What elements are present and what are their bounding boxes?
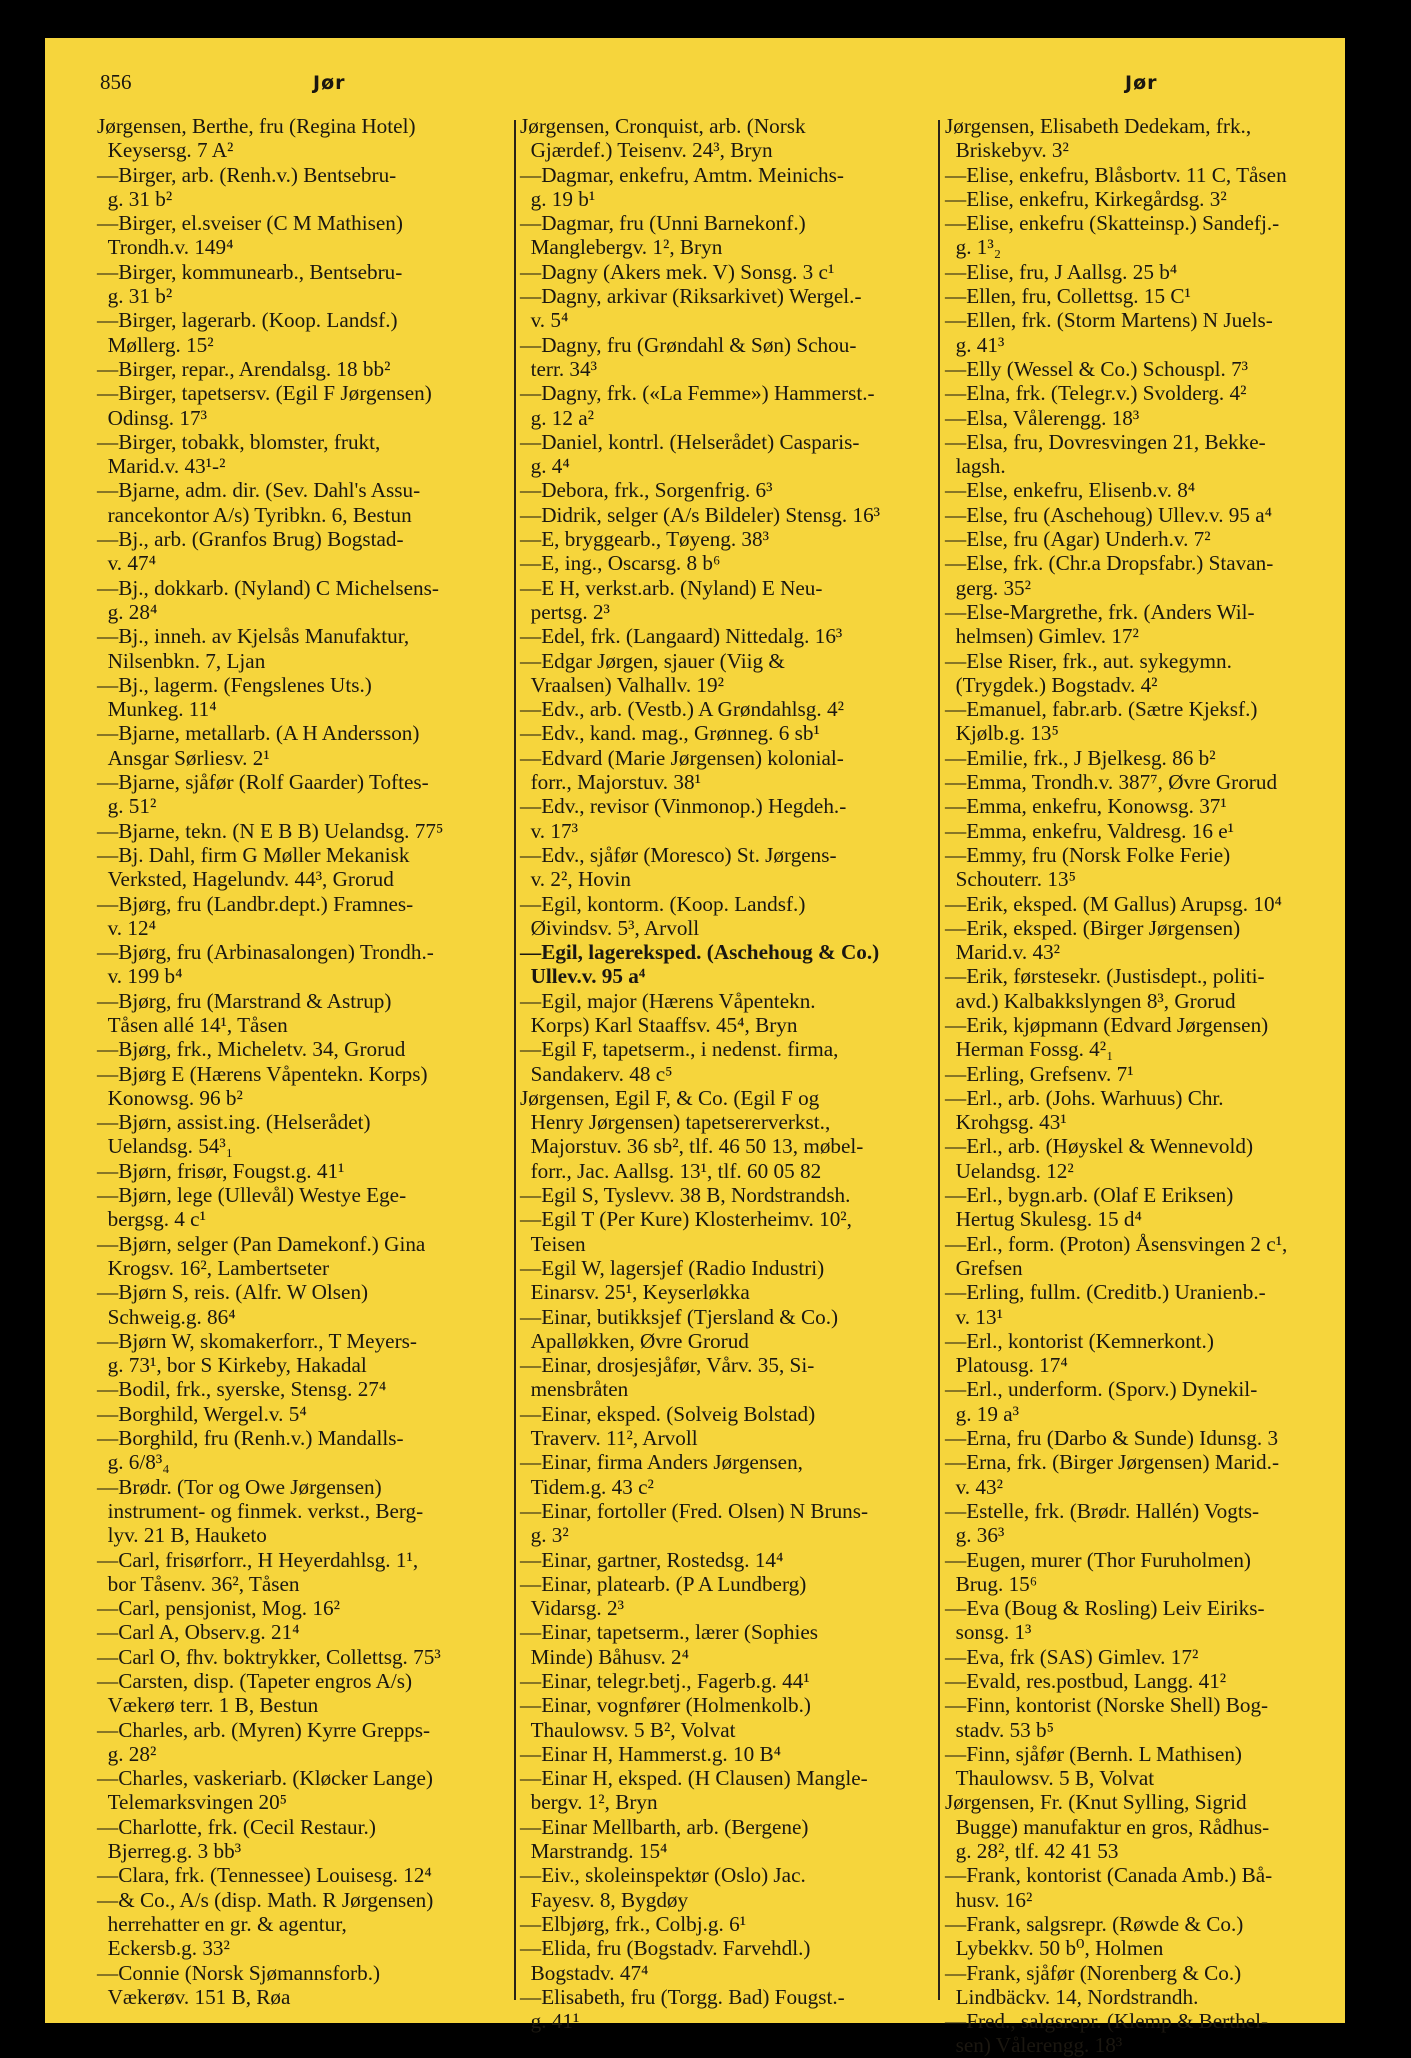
directory-entry: —Dagny (Akers mek. V) Sonsg. 3 c¹	[520, 259, 835, 284]
directory-entry: —Einar, firma Anders Jørgensen, Tidem.g. 43 c²	[520, 1450, 803, 1499]
directory-entry: —Elbjørg, frk., Colbj.g. 6¹	[520, 1911, 747, 1936]
directory-entry: —Frank, sjåfør (Norenberg & Co.) Lindbäckv. 14, Nordstrandh.	[945, 1960, 1242, 2009]
directory-entry: —Borghild, Wergel.v. 5⁴	[97, 1401, 307, 1426]
directory-entry: —Else, enkefru, Elisenb.v. 8⁴	[945, 478, 1196, 503]
directory-entry: —Bj. Dahl, firm G Møller Mekanisk Verksted, Hagelundv. 44³, Grorud	[97, 842, 410, 892]
directory-entry: —Emma, enkefru, Konowsg. 37¹	[945, 794, 1227, 819]
directory-entry: Jørgensen, Berthe, fru (Regina Hotel) Keysersg. 7 A²	[97, 114, 416, 163]
page-number: 856	[100, 70, 132, 94]
directory-entry: —Frank, kontorist (Canada Amb.) Bå- husv. 16²	[945, 1863, 1273, 1912]
directory-entry: —Else, fru (Agar) Underh.v. 7²	[945, 527, 1211, 552]
directory-entry: —& Co., A/s (disp. Math. R Jørgensen) herrehatter en gr. & agentur, Eckersb.g. 33²	[97, 1887, 434, 1961]
directory-entry: —Egil, major (Hærens Våpentekn. Korps) Karl Staaffsv. 45⁴, Bryn	[520, 988, 816, 1037]
directory-entry: —Erl., form. (Proton) Åsensvingen 2 c¹, Grefsen	[945, 1231, 1288, 1280]
directory-entry: —Bjørn, assist.ing. (Helserådet) Uelandsg. 54³₁	[97, 1110, 371, 1159]
directory-entry: —Frank, salgsrepr. (Røwde & Co.) Lybekkv. 50 b⁰, Holmen	[945, 1911, 1244, 1961]
directory-entry: —Elly (Wessel & Co.) Schouspl. 7³	[945, 356, 1249, 381]
directory-entry: —Einar, butikksjef (Tjersland & Co.) Apalløkken, Øvre Grorud	[520, 1304, 839, 1353]
directory-entry: —Elsa, fru, Dovresvingen 21, Bekke- lagsh.	[945, 429, 1266, 479]
directory-entry: —Fred., salgsrepr. (Klemp & Berthel- sen) Vålerengg. 18³	[945, 2009, 1269, 2058]
directory-entry: —Evald, res.postbud, Langg. 41²	[945, 1669, 1227, 1693]
directory-entry: —Egil S, Tyslevv. 38 B, Nordstrandsh.	[520, 1183, 851, 1208]
directory-entry: Jørgensen, Egil F, & Co. (Egil F og Henry Jørgensen) tapetsererverkst., Majorstuv. 36 sb², tlf. 46 50 13, møbel- forr., Jac. Aallsg. 13¹, tlf. 60 05 82	[520, 1085, 864, 1183]
directory-entry: —Elna, frk. (Telegr.v.) Svolderg. 4²	[945, 381, 1247, 406]
directory-entry: —Erl., kontorist (Kemnerkont.) Platousg. 17⁴	[945, 1328, 1214, 1378]
directory-entry: —Finn, sjåfør (Bernh. L Mathisen) Thaulowsv. 5 B, Volvat	[945, 1741, 1242, 1791]
directory-entry: —Daniel, kontrl. (Helserådet) Casparis- g. 4⁴	[520, 429, 860, 479]
directory-entry: —Edel, frk. (Langaard) Nittedalg. 16³	[520, 624, 843, 649]
directory-entry: —Bjarne, adm. dir. (Sev. Dahl's Assu- rancekontor A/s) Tyribkn. 6, Bestun	[97, 478, 421, 527]
directory-entry: —Dagmar, fru (Unni Barnekonf.) Manglebergv. 1², Bryn	[520, 211, 806, 260]
directory-entry: —Carl, frisørforr., H Heyerdahlsg. 1¹, bor Tåsenv. 36², Tåsen	[97, 1547, 419, 1596]
directory-entry: Jørgensen, Fr. (Knut Sylling, Sigrid Bugge) manufaktur en gros, Rådhus- g. 28², tlf. 42 41 53	[945, 1790, 1270, 1864]
directory-entry: —Eiv., skoleinspektør (Oslo) Jac. Fayesv. 8, Bygdøy	[520, 1863, 806, 1912]
directory-entry: —Birger, tapetsersv. (Egil F Jørgensen) Odinsg. 17³	[97, 381, 432, 430]
directory-entry: —Emma, Trondh.v. 387⁷, Øvre Grorud	[945, 770, 1278, 795]
directory-entry: —Elise, fru, J Aallsg. 25 b⁴	[945, 259, 1178, 284]
directory-entry: —Bj., dokkarb. (Nyland) C Michelsens- g. 28⁴	[97, 575, 439, 624]
directory-entry: —Bjørn, lege (Ullevål) Westye Ege- bergsg. 4 c¹	[97, 1183, 407, 1232]
directory-entry: —Birger, arb. (Renh.v.) Bentsebru- g. 31 b²	[97, 162, 397, 211]
directory-entry: —Einar, telegr.betj., Fagerb.g. 44¹	[520, 1669, 810, 1693]
directory-entry: —Else-Margrethe, frk. (Anders Wil- helmsen) Gimlev. 17²	[945, 599, 1255, 649]
directory-entry: —Elisabeth, fru (Torgg. Bad) Fougst.- g. 41¹	[520, 1984, 845, 2034]
directory-entry: —Elise, enkefru, Kirkegårdsg. 3²	[945, 186, 1227, 211]
directory-entry: —Emma, enkefru, Valdresg. 16 e¹	[945, 818, 1234, 843]
directory-entry: —Einar H, Hammerst.g. 10 B⁴	[520, 1741, 782, 1766]
directory-entry: —Egil T (Per Kure) Klosterheimv. 10², Teisen	[520, 1207, 852, 1256]
directory-entry: —Estelle, frk. (Brødr. Hallén) Vogts- g. 36³	[945, 1498, 1260, 1548]
directory-entry: —Egil W, lagersjef (Radio Industri) Einarsv. 25¹, Keyserløkka	[520, 1255, 825, 1305]
directory-entry: —E, bryggearb., Tøyeng. 38³	[520, 527, 769, 552]
directory-entry: —Birger, tobakk, blomster, frukt, Marid.v. 43¹-²	[97, 429, 381, 479]
directory-entry: —Else, frk. (Chr.a Dropsfabr.) Stavan- gerg. 35²	[945, 551, 1274, 600]
directory-entry: —Carl O, fhv. boktrykker, Collettsg. 75³	[97, 1644, 441, 1669]
directory-entry: —Birger, kommunearb., Bentsebru- g. 31 b²	[97, 259, 403, 309]
directory-entry: —Bodil, frk., syerske, Stensg. 27⁴	[97, 1377, 387, 1402]
directory-entry: —E H, verkst.arb. (Nyland) E Neu- pertsg. 2³	[520, 575, 823, 624]
directory-entry: —Finn, kontorist (Norske Shell) Bog- stadv. 53 b⁵	[945, 1693, 1269, 1742]
directory-entry: —Birger, repar., Arendalsg. 18 bb²	[97, 356, 391, 381]
directory-entry: —Bjørg, fru (Landbr.dept.) Framnes- v. 12⁴	[97, 891, 414, 940]
directory-entry: —Carsten, disp. (Tapeter engros A/s) Vækerø terr. 1 B, Bestun	[97, 1669, 413, 1718]
directory-entry: —Eva, frk (SAS) Gimlev. 17²	[945, 1644, 1199, 1669]
directory-entry: —Bjørn S, reis. (Alfr. W Olsen) Schweig.g. 86⁴	[97, 1280, 369, 1329]
directory-entry: —Edv., arb. (Vestb.) A Grøndahlsg. 4²	[520, 697, 844, 722]
directory-entry: —Ellen, frk. (Storm Martens) N Juels- g. 41³	[945, 308, 1273, 357]
directory-entry: —Carl, pensjonist, Mog. 16²	[97, 1596, 340, 1621]
column-divider	[514, 120, 516, 2000]
directory-entry: —Else, fru (Aschehoug) Ullev.v. 95 a⁴	[945, 502, 1273, 527]
directory-entry: —Einar, gartner, Rostedsg. 14⁴	[520, 1547, 784, 1572]
directory-entry: —Egil, kontorm. (Koop. Landsf.) Øivindsv. 5³, Arvoll	[520, 891, 806, 940]
directory-entry: —Einar, tapetserm., lærer (Sophies Minde) Båhusv. 2⁴	[520, 1620, 819, 1669]
directory-entry: —Dagny, fru (Grøndahl & Søn) Schou- terr. 34³	[520, 332, 857, 381]
directory-entry: —Erling, Grefsenv. 7¹	[945, 1061, 1134, 1086]
column-divider	[938, 120, 940, 2000]
directory-entry: —Edgar Jørgen, sjauer (Viig & Vraalsen) Valhallv. 19²	[520, 648, 785, 697]
running-header-left: Jør	[313, 72, 346, 94]
directory-entry: —Egil, lagereksped. (Aschehoug & Co.) Ullev.v. 95 a⁴	[520, 940, 880, 989]
directory-entry: —Einar, eksped. (Solveig Bolstad) Traverv. 11², Arvoll	[520, 1401, 816, 1451]
directory-entry: —Einar Mellbarth, arb. (Bergene) Marstrandg. 15⁴	[520, 1814, 809, 1864]
directory-entry: —Debora, frk., Sorgenfrig. 6³	[520, 478, 773, 503]
directory-page	[45, 38, 1345, 2058]
directory-entry: —Elise, enkefru, Blåsbortv. 11 C, Tåsen	[945, 162, 1287, 187]
directory-entry: —Einar, drosjesjåfør, Vårv. 35, Si- mensbråten	[520, 1353, 815, 1402]
directory-entry: —Bjarne, sjåfør (Rolf Gaarder) Toftes- g. 51²	[97, 770, 429, 819]
directory-entry: —Emmy, fru (Norsk Folke Ferie) Schouterr. 13⁵	[945, 842, 1231, 892]
directory-entry: —Erik, eksped. (Birger Jørgensen) Marid.v. 43²	[945, 915, 1241, 965]
directory-entry: —Brødr. (Tor og Owe Jørgensen) instrument- og finmek. verkst., Berg- lyv. 21 B, Hauketo	[97, 1474, 424, 1548]
directory-entry: —Bjørn, selger (Pan Damekonf.) Gina Krogsv. 16², Lambertseter	[97, 1231, 426, 1280]
directory-entry: —Bjørn, frisør, Fougst.g. 41¹	[97, 1158, 345, 1183]
directory-entry: —Bjarne, tekn. (N E B B) Uelandsg. 77⁵	[97, 818, 444, 843]
directory-column-2	[520, 114, 930, 2034]
directory-entry: —Eva (Boug & Rosling) Leiv Eiriks- sonsg. 1³	[945, 1596, 1265, 1645]
directory-entry: —Einar H, eksped. (H Clausen) Mangle- bergv. 1², Bryn	[520, 1766, 868, 1815]
directory-entry: —Erna, frk. (Birger Jørgensen) Marid.- v. 43²	[945, 1450, 1280, 1499]
directory-entry: —Dagmar, enkefru, Amtm. Meinichs- g. 19 b¹	[520, 162, 844, 211]
directory-entry: —Bjørg, fru (Marstrand & Astrup) Tåsen allé 14¹, Tåsen	[97, 988, 392, 1037]
directory-entry: —Clara, frk. (Tennessee) Louisesg. 12⁴	[97, 1863, 432, 1888]
directory-entry: —Einar, fortoller (Fred. Olsen) N Bruns- g. 3²	[520, 1498, 869, 1548]
directory-entry: —Bjarne, metallarb. (A H Andersson) Ansgar Sørliesv. 2¹	[97, 721, 420, 770]
directory-entry: —Erik, eksped. (M Gallus) Arupsg. 10⁴	[945, 891, 1282, 916]
directory-entry: —Didrik, selger (A/s Bildeler) Stensg. 16³	[520, 502, 881, 527]
directory-entry: —Charlotte, frk. (Cecil Restaur.) Bjerreg.g. 3 bb³	[97, 1814, 376, 1864]
directory-entry: —Carl A, Observ.g. 21⁴	[97, 1620, 300, 1645]
directory-entry: —Bj., inneh. av Kjelsås Manufaktur, Nilsenbkn. 7, Ljan	[97, 624, 410, 673]
directory-entry: —Birger, lagerarb. (Koop. Landsf.) Møllerg. 15²	[97, 308, 398, 357]
directory-entry: —Erik, kjøpmann (Edvard Jørgensen) Herman Fossg. 4²₁	[945, 1012, 1269, 1062]
directory-entry: —Emilie, frk., J Bjelkesg. 86 b²	[945, 745, 1216, 770]
directory-entry: —Bjørg, fru (Arbinasalongen) Trondh.- v. 199 b⁴	[97, 940, 434, 989]
directory-entry: —Edvard (Marie Jørgensen) kolonial- forr., Majorstuv. 38¹	[520, 745, 844, 795]
directory-entry: —Charles, arb. (Myren) Kyrre Grepps- g. 28²	[97, 1717, 430, 1766]
directory-entry: —Emanuel, fabr.arb. (Sætre Kjeksf.) Kjølb.g. 13⁵	[945, 697, 1258, 746]
directory-entry: —Dagny, frk. («La Femme») Hammerst.- g. 12 a²	[520, 381, 875, 430]
directory-entry: —Edv., sjåfør (Moresco) St. Jørgens- v. 2², Hovin	[520, 842, 837, 892]
directory-entry: —E, ing., Oscarsg. 8 b⁶	[520, 551, 721, 576]
directory-entry: —Edv., revisor (Vinmonop.) Hegdeh.- v. 17³	[520, 794, 847, 843]
directory-entry: —Einar, vognfører (Holmenkolb.) Thaulowsv. 5 B², Volvat	[520, 1693, 811, 1742]
directory-entry: —Bj., lagerm. (Fengslenes Uts.) Munkeg. 11⁴	[97, 672, 372, 722]
directory-entry: —Eugen, murer (Thor Furuholmen) Brug. 15⁶	[945, 1547, 1251, 1596]
directory-entry: —Ellen, fru, Collettsg. 15 C¹	[945, 284, 1191, 309]
directory-entry: Jørgensen, Elisabeth Dedekam, frk., Briskebyv. 3²	[945, 114, 1252, 163]
directory-entry: —Else Riser, frk., aut. sykegymn. (Trygdek.) Bogstadv. 4²	[945, 648, 1232, 697]
directory-entry: —Charles, vaskeriarb. (Kløcker Lange) Telemarksvingen 20⁵	[97, 1766, 433, 1815]
directory-entry: —Connie (Norsk Sjømannsforb.) Vækerøv. 151 B, Røa	[97, 1960, 381, 2009]
directory-entry: —Bj., arb. (Granfos Brug) Bogstad- v. 47⁴	[97, 527, 404, 576]
directory-entry: Jørgensen, Cronquist, arb. (Norsk Gjærdef.) Teisenv. 24³, Bryn	[520, 114, 806, 163]
directory-entry: —Bjørn W, skomakerforr., T Meyers- g. 73¹, bor S Kirkeby, Hakadal	[97, 1328, 417, 1378]
directory-entry: —Egil F, tapetserm., i nedenst. firma, Sandakerv. 48 c⁵	[520, 1037, 839, 1086]
directory-entry: —Elida, fru (Bogstadv. Farvehdl.) Bogstadv. 47⁴	[520, 1936, 811, 1985]
directory-entry: —Birger, el.sveiser (C M Mathisen) Trondh.v. 149⁴	[97, 211, 403, 260]
directory-entry: —Erik, førstesekr. (Justisdept., politi- avd.) Kalbakkslyngen 8³, Grorud	[945, 964, 1265, 1013]
directory-entry: —Borghild, fru (Renh.v.) Mandalls- g. 6/8³₄	[97, 1426, 404, 1475]
directory-entry: —Einar, platearb. (P A Lundberg) Vidarsg. 2³	[520, 1571, 807, 1621]
directory-entry: —Elsa, Vålerengg. 18³	[945, 405, 1140, 430]
directory-column-1	[97, 114, 507, 2009]
directory-entry: —Erl., arb. (Høyskel & Wennevold) Uelandsg. 12²	[945, 1134, 1253, 1183]
directory-entry: —Erling, fullm. (Creditb.) Uranienb.- v. 13¹	[945, 1280, 1266, 1329]
directory-entry: —Elise, enkefru (Skatteinsp.) Sandefj.- g. 1³₂	[945, 211, 1280, 260]
directory-column-3	[945, 114, 1355, 2058]
directory-entry: —Edv., kand. mag., Grønneg. 6 sb¹	[520, 721, 820, 746]
directory-entry: —Erna, fru (Darbo & Sunde) Idunsg. 3	[945, 1426, 1279, 1451]
directory-entry: —Bjørg, frk., Micheletv. 34, Grorud	[97, 1037, 406, 1062]
directory-entry: —Bjørg E (Hærens Våpentekn. Korps) Konowsg. 96 b²	[97, 1061, 428, 1110]
directory-entry: —Dagny, arkivar (Riksarkivet) Wergel.- v. 5⁴	[520, 284, 862, 333]
running-header-right: Jør	[1125, 72, 1158, 94]
directory-entry: —Erl., arb. (Johs. Warhuus) Chr. Krohgsg. 43¹	[945, 1085, 1224, 1135]
directory-entry: —Erl., underform. (Sporv.) Dynekil- g. 19 a³	[945, 1377, 1258, 1426]
directory-entry: —Erl., bygn.arb. (Olaf E Eriksen) Hertug Skulesg. 15 d⁴	[945, 1183, 1234, 1232]
